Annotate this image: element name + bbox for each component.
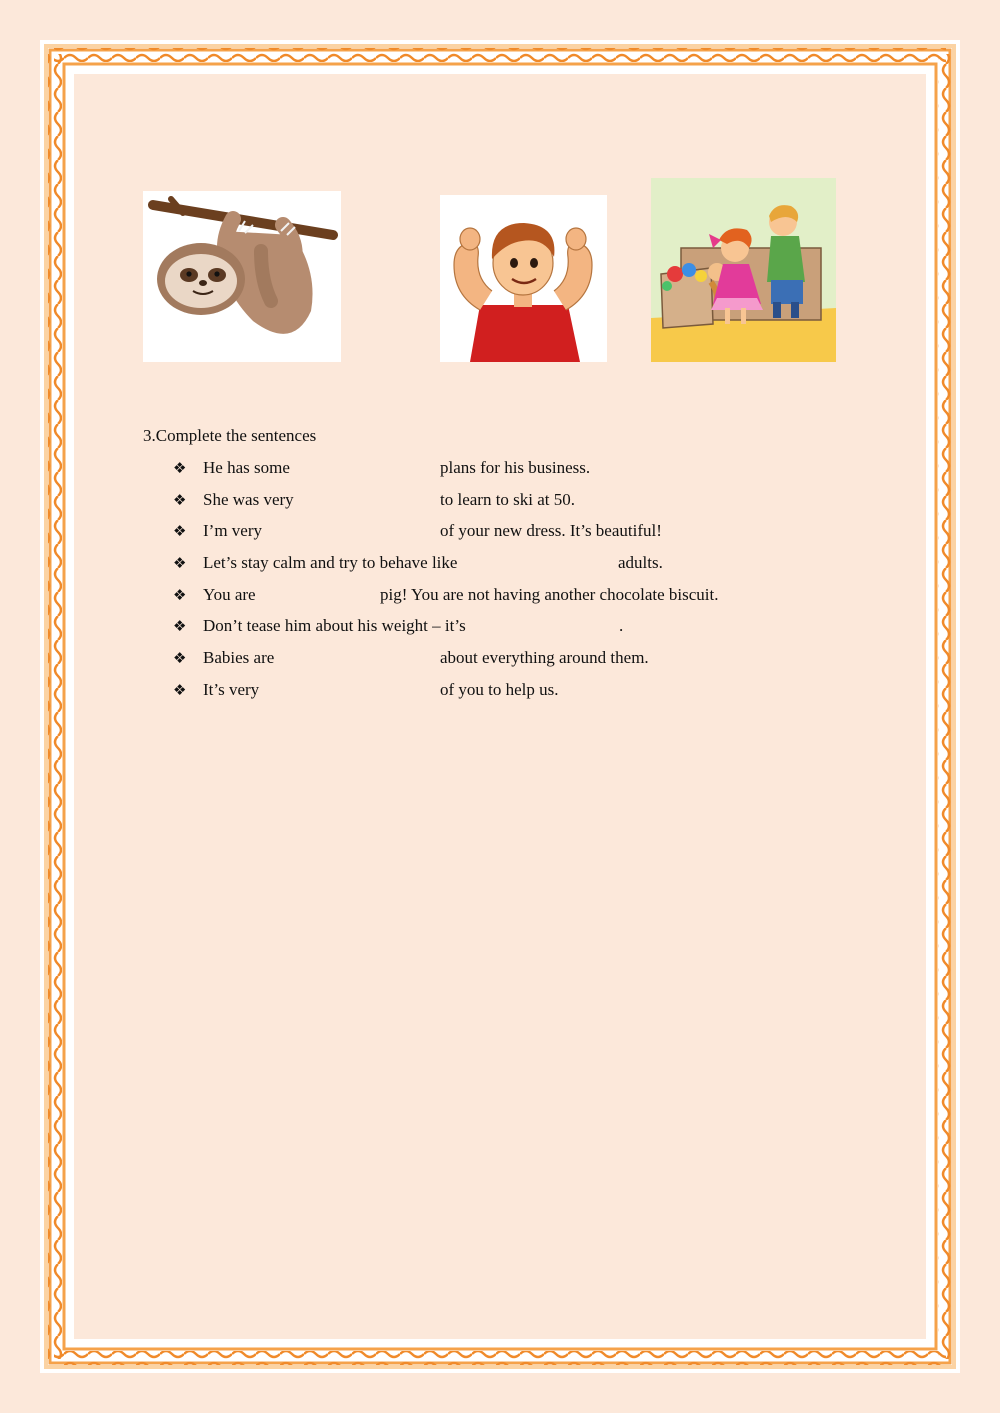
sentence-end: about everything around them.: [440, 648, 649, 668]
sentence-end: of your new dress. It’s beautiful!: [440, 521, 662, 541]
sentence-end: to learn to ski at 50.: [440, 489, 576, 509]
four-diamond-bullet-icon: ❖: [173, 459, 187, 477]
boy-picture: [440, 195, 607, 362]
sentence-list: [173, 458, 813, 712]
sentence-start: It’s very: [203, 679, 260, 699]
sentence-start: Babies are: [203, 648, 275, 668]
sentence-item: [173, 553, 813, 585]
sentence-end: plans for his business.: [440, 458, 591, 477]
sentence-end: of you to help us.: [440, 679, 559, 699]
sloth-picture: [143, 191, 341, 362]
four-diamond-bullet-icon: ❖: [173, 490, 187, 509]
sentence-item: [173, 458, 813, 490]
exercise-title: 3.Complete the sentences: [143, 426, 317, 445]
sentence-item: [173, 585, 813, 617]
sentence-start: Let’s stay calm and try to behave like: [203, 553, 458, 573]
sentence-item: [173, 616, 813, 648]
four-diamond-bullet-icon: ❖: [173, 649, 187, 668]
sentence-start: He has some: [203, 458, 290, 477]
four-diamond-bullet-icon: ❖: [173, 554, 187, 573]
sentence-end: pig! You are not having another chocolate biscuit.: [380, 584, 719, 604]
sentence-item: [173, 648, 813, 680]
sentence-end: .: [619, 616, 624, 636]
sentence-start: Don’t tease him about his weight – it’s: [203, 616, 466, 636]
sentence-item: [173, 490, 813, 522]
four-diamond-bullet-icon: ❖: [173, 585, 187, 604]
four-diamond-bullet-icon: ❖: [173, 522, 187, 541]
sentence-start: You are: [203, 584, 256, 604]
sentence-end: adults.: [618, 553, 663, 573]
sentence-start: I’m very: [203, 521, 263, 541]
sentence-item: [173, 680, 813, 712]
sentence-item: [173, 521, 813, 553]
sentence-start: She was very: [203, 489, 294, 509]
four-diamond-bullet-icon: ❖: [173, 617, 187, 636]
four-diamond-bullet-icon: ❖: [173, 680, 187, 699]
kids-picture: [651, 178, 836, 362]
